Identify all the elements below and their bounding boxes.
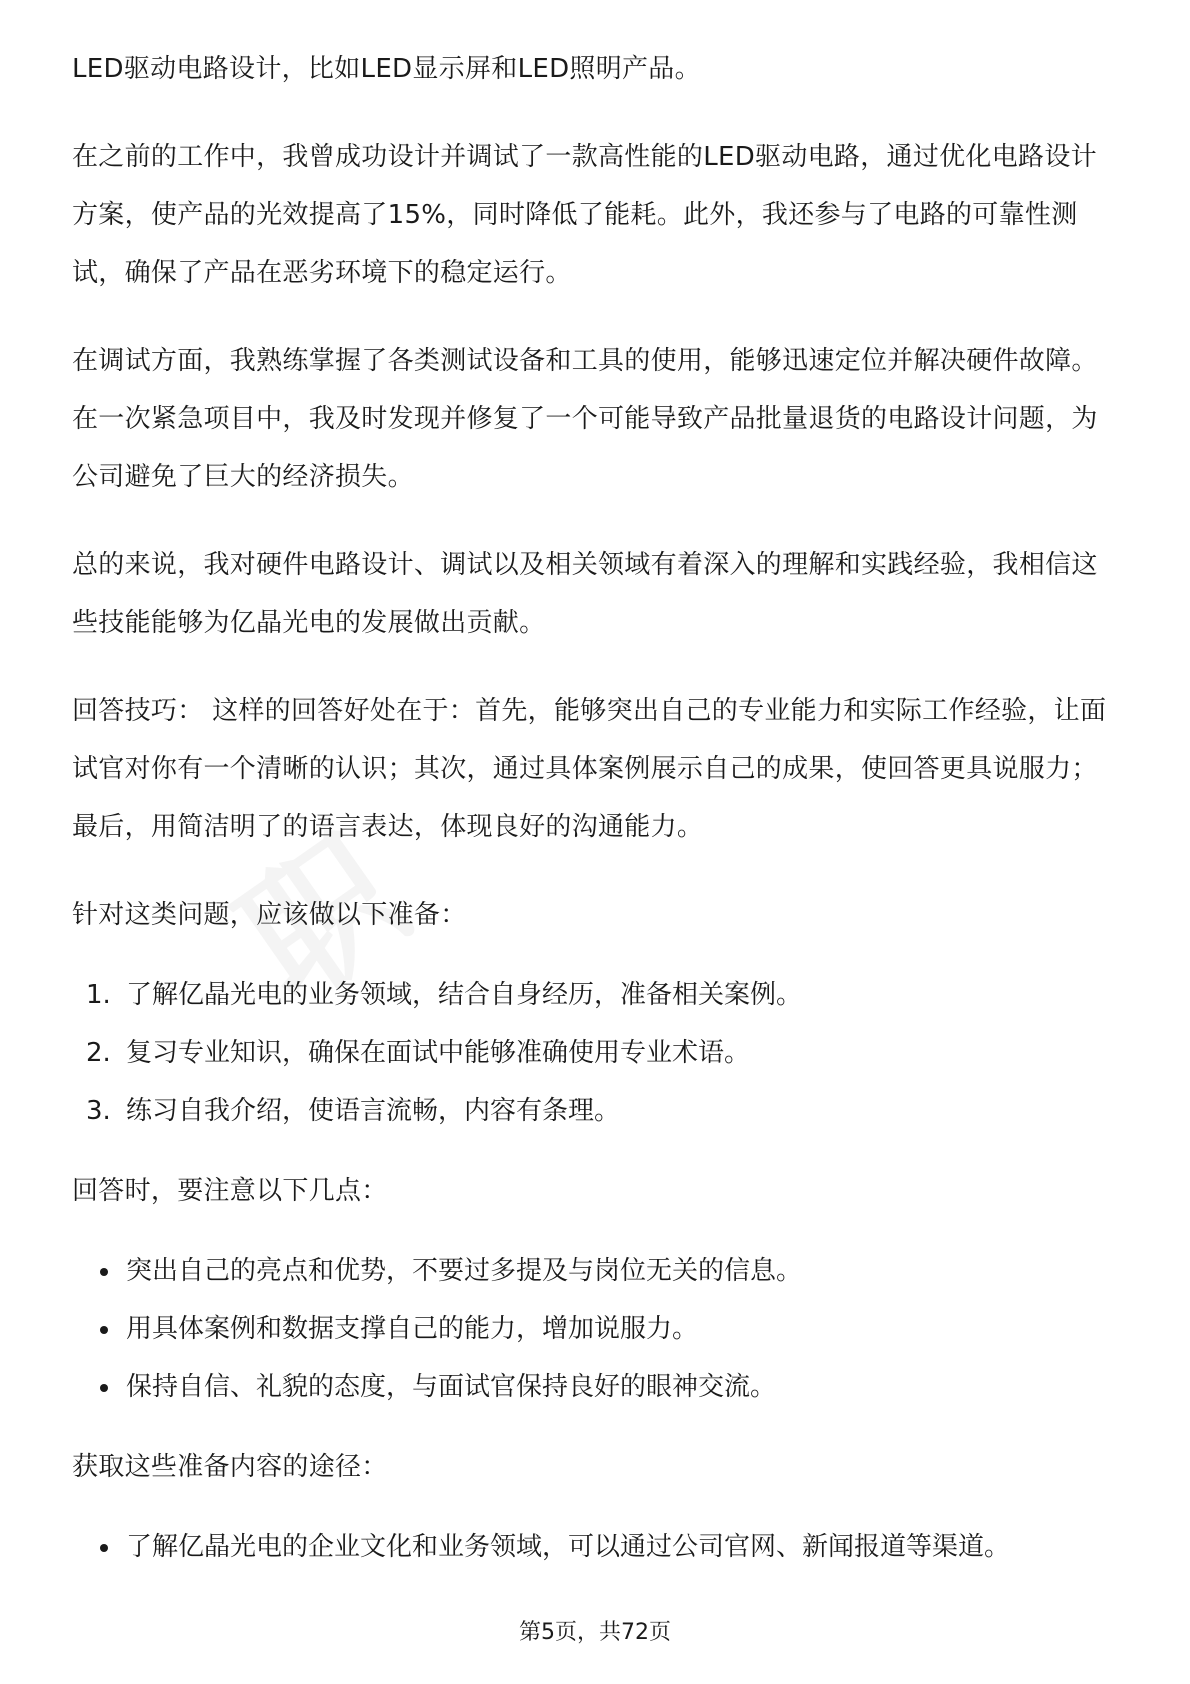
list-item	[72, 1518, 1120, 1576]
list-item-text: 了解亿晶光电的业务领域，结合自身经历，准备相关案例。	[126, 980, 803, 1010]
list-item-text: 了解亿晶光电的企业文化和业务领域，可以通过公司官网、新闻报道等渠道。	[126, 1532, 1011, 1562]
bullet-icon	[100, 1326, 108, 1334]
list-item	[72, 1024, 1120, 1082]
attention-list	[72, 1242, 1120, 1416]
paragraph-debugging: 在调试方面，我熟练掌握了各类测试设备和工具的使用，能够迅速定位并解决硬件故障。在一次紧急项目中，我及时发现并修复了一个可能导致产品批量退货的电路设计问题，为公司避免了巨大的经济损失。	[72, 346, 1098, 492]
sources-list	[72, 1518, 1120, 1576]
list-item-text: 突出自己的亮点和优势，不要过多提及与岗位无关的信息。	[126, 1256, 803, 1286]
list-item-number: 2.	[86, 1038, 111, 1068]
list-item-text: 保持自信、礼貌的态度，与面试官保持良好的眼神交流。	[126, 1372, 777, 1402]
list-item	[72, 1082, 1120, 1140]
preparation-list	[72, 966, 1120, 1140]
list-item-text: 用具体案例和数据支撑自己的能力，增加说服力。	[126, 1314, 699, 1344]
list-item-number: 1.	[86, 980, 111, 1010]
list-item	[72, 966, 1120, 1024]
list-item-number: 3.	[86, 1096, 111, 1126]
list-item	[72, 1300, 1120, 1358]
bullet-icon	[100, 1544, 108, 1552]
list-item	[72, 1358, 1120, 1416]
paragraph-experience: 在之前的工作中，我曾成功设计并调试了一款高性能的LED驱动电路，通过优化电路设计方案，使产品的光效提高了15%，同时降低了能耗。此外，我还参与了电路的可靠性测试，确保了产品在恶劣环境下的稳定运行。	[72, 142, 1097, 288]
heading-attention: 回答时，要注意以下几点：	[72, 1176, 388, 1206]
bullet-icon	[100, 1384, 108, 1392]
list-item	[72, 1242, 1120, 1300]
bullet-icon	[100, 1268, 108, 1276]
heading-preparation: 针对这类问题，应该做以下准备：	[72, 900, 467, 930]
page-number-footer: 第5页，共72页	[519, 1620, 671, 1645]
paragraph-answer-tips: 回答技巧： 这样的回答好处在于：首先，能够突出自己的专业能力和实际工作经验，让面试官对你有一个清晰的认识；其次，通过具体案例展示自己的成果，使回答更具说服力；最后，用简洁明了的语言表达，体现良好的沟通能力。	[72, 696, 1107, 842]
list-item-text: 练习自我介绍，使语言流畅，内容有条理。	[126, 1096, 621, 1126]
list-item-text: 复习专业知识，确保在面试中能够准确使用专业术语。	[126, 1038, 751, 1068]
heading-sources: 获取这些准备内容的途径：	[72, 1452, 388, 1482]
paragraph-led-intro: LED驱动电路设计，比如LED显示屏和LED照明产品。	[72, 54, 701, 84]
paragraph-summary: 总的来说，我对硬件电路设计、调试以及相关领域有着深入的理解和实践经验，我相信这些技能能够为亿晶光电的发展做出贡献。	[72, 550, 1098, 638]
document-body	[72, 40, 1120, 1598]
